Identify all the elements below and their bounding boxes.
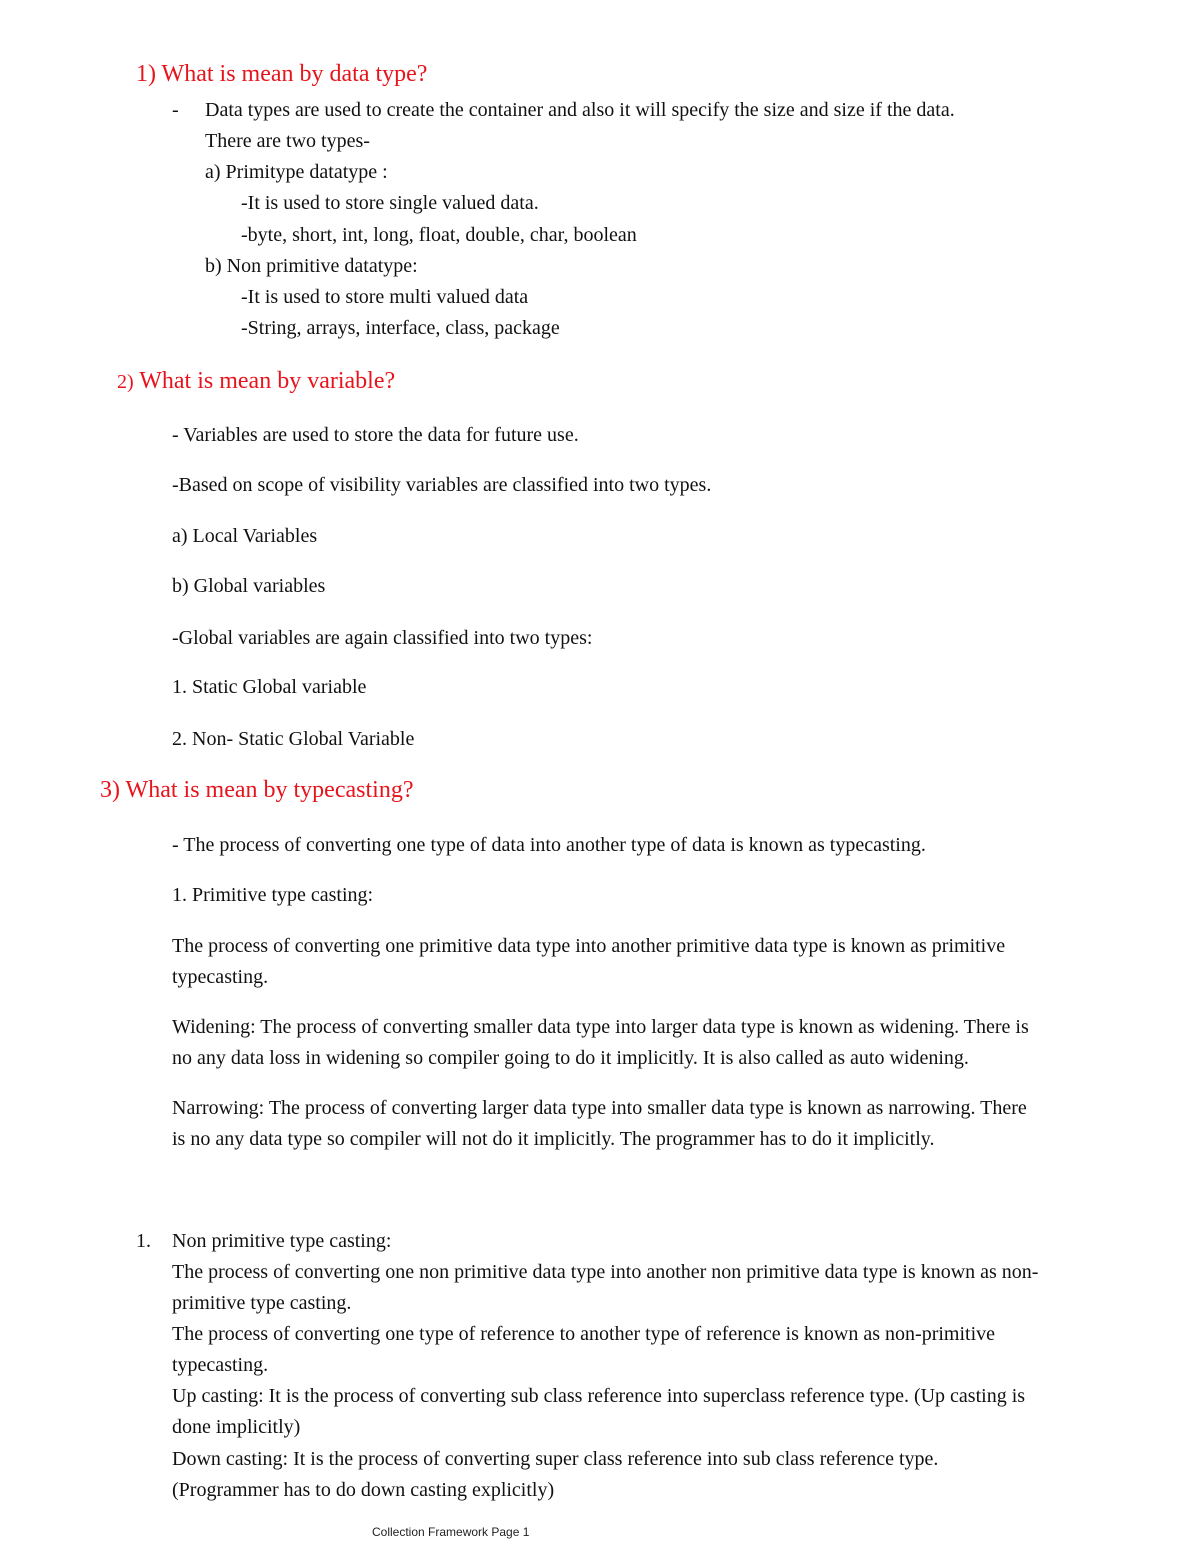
text-line: primitive type casting.: [172, 1292, 352, 1314]
text-line: The process of converting one type of reference to another type of reference is known as non-primitive: [172, 1323, 996, 1345]
text-line: no any data loss in widening so compiler going to do it implicitly. It is also called as auto widening.: [172, 1047, 969, 1069]
text-line: (Programmer has to do down casting explicitly): [172, 1479, 555, 1501]
list-item-non-primitive: b) Non primitive datatype:: [205, 255, 418, 277]
text-line: -Based on scope of visibility variables are classified into two types.: [172, 474, 712, 496]
text-line: -Global variables are again classified into two types:: [172, 627, 593, 649]
heading-text: What is mean by variable?: [133, 368, 396, 394]
text-line: The process of converting one non primitive data type into another non primitive data type is known as non-: [172, 1261, 1039, 1283]
list-item: 2. Non- Static Global Variable: [172, 728, 415, 750]
heading-variable: [117, 367, 395, 396]
list-item: 1. Static Global variable: [172, 676, 367, 698]
bullet-dash: -: [172, 99, 179, 121]
text-line: is no any data type so compiler will not do it implicitly. The programmer has to do it implicitly.: [172, 1128, 935, 1150]
text-line: Down casting: It is the process of converting super class reference into sub class reference type.: [172, 1448, 939, 1470]
text-line: There are two types-: [205, 130, 370, 152]
list-item-primitive: a) Primitype datatype :: [205, 161, 388, 183]
text-line: -It is used to store single valued data.: [241, 192, 539, 214]
text-line: - The process of converting one type of data into another type of data is known as typecasting.: [172, 834, 926, 856]
text-line: The process of converting one primitive data type into another primitive data type is known as primitive: [172, 935, 1006, 957]
text-line: - Variables are used to store the data for future use.: [172, 424, 579, 446]
list-number: 1.: [136, 1230, 151, 1252]
text-line: done implicitly): [172, 1416, 301, 1438]
heading-number: 2): [117, 371, 134, 393]
list-item: b) Global variables: [172, 575, 326, 597]
list-item: a) Local Variables: [172, 525, 318, 547]
text-line: -byte, short, int, long, float, double, char, boolean: [241, 224, 637, 246]
text-line: -It is used to store multi valued data: [241, 286, 529, 308]
text-line: typecasting.: [172, 966, 269, 988]
subheading: 1. Primitive type casting:: [172, 884, 374, 906]
page-footer: Collection Framework Page 1: [372, 1525, 530, 1539]
subheading: Non primitive type casting:: [172, 1230, 392, 1252]
text-line: -String, arrays, interface, class, package: [241, 317, 560, 339]
text-line: typecasting.: [172, 1354, 269, 1376]
text-line: Widening: The process of converting smaller data type into larger data type is known as widening. There is: [172, 1016, 1029, 1038]
text-line: Up casting: It is the process of converting sub class reference into superclass reference type. (Up casting is: [172, 1385, 1026, 1407]
text-line: Data types are used to create the container and also it will specify the size and size if the data.: [205, 99, 955, 121]
heading-typecasting: 3) What is mean by typecasting?: [100, 777, 414, 803]
text-line: Narrowing: The process of converting larger data type into smaller data type is known as narrowing. There: [172, 1097, 1027, 1119]
heading-data-type: 1) What is mean by data type?: [136, 61, 428, 87]
